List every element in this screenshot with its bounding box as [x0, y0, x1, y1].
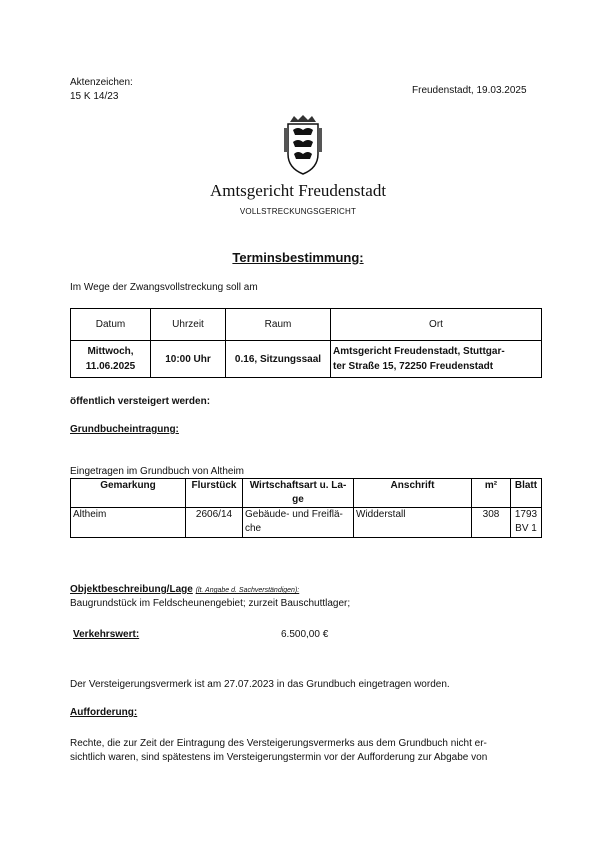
- vermerk-text: Der Versteigerungsvermerk ist am 27.07.2023 in das Grundbuch eingetragen worden.: [70, 679, 450, 690]
- header-ort: Ort: [331, 309, 542, 341]
- cell-flurstueck: 2606/14: [186, 508, 243, 538]
- cell-uhrzeit: 10:00 Uhr: [151, 341, 226, 378]
- header-anschrift: Anschrift: [354, 479, 472, 508]
- objekt-heading-line: [70, 584, 299, 595]
- termin-table: [70, 308, 542, 378]
- header-raum: Raum: [226, 309, 331, 341]
- ort-line2: ter Straße 15, 72250 Freudenstadt: [333, 361, 494, 372]
- objekt-note: (lt. Angabe d. Sachverständigen):: [195, 587, 300, 594]
- intro-text: Im Wege der Zwangsvollstreckung soll am: [70, 282, 258, 293]
- court-name: Amtsgericht Freudenstadt: [209, 181, 387, 200]
- blatt-line1: 1793: [514, 509, 538, 520]
- wirtschaftsart-header-line2: ge: [292, 494, 304, 505]
- header-qm: m²: [472, 479, 511, 508]
- cell-qm: 308: [472, 508, 511, 538]
- header-wirtschaftsart: [243, 479, 354, 508]
- cell-anschrift: Widderstall: [354, 508, 472, 538]
- aktenzeichen-label: Aktenzeichen:: [70, 77, 133, 88]
- aktenzeichen-value: 15 K 14/23: [70, 91, 119, 102]
- ort-line1: Amtsgericht Freudenstadt, Stuttgar-: [333, 346, 505, 357]
- cell-raum: 0.16, Sitzungssaal: [226, 341, 331, 378]
- grundbuch-table: [70, 478, 542, 538]
- header-uhrzeit: Uhrzeit: [151, 309, 226, 341]
- table-row: [71, 508, 542, 538]
- versteigert-text: öffentlich versteigert werden:: [70, 396, 211, 407]
- header-datum: Datum: [71, 309, 151, 341]
- page-title: Terminsbestimmung:: [232, 250, 364, 265]
- header-blatt: Blatt: [511, 479, 542, 508]
- aufforderung-heading: Aufforderung:: [70, 707, 138, 718]
- cell-wirtschaftsart: [243, 508, 354, 538]
- cell-ort: [331, 341, 542, 378]
- cell-blatt: [511, 508, 542, 538]
- datum-line1: Mittwoch,: [87, 346, 134, 357]
- aufforderung-line1: Rechte, die zur Zeit der Eintragung des Versteigerungsvermerks aus dem Grundbuch nicht er-: [70, 738, 487, 749]
- grundbuch-intro: Eingetragen im Grundbuch von Altheim: [70, 466, 244, 477]
- verkehrswert-label: Verkehrswert:: [73, 629, 140, 640]
- cell-gemarkung: Altheim: [71, 508, 186, 538]
- place-date: Freudenstadt, 19.03.2025: [412, 85, 527, 96]
- wirtschaftsart-line2: che: [245, 523, 262, 534]
- verkehrswert-value: 6.500,00 €: [281, 629, 329, 640]
- coat-of-arms-icon: [282, 114, 324, 176]
- cell-datum: [71, 341, 151, 378]
- grundbuch-heading: Grundbucheintragung:: [70, 424, 179, 435]
- objekt-heading: Objektbeschreibung/Lage: [70, 584, 193, 595]
- blatt-line2: BV 1: [515, 523, 537, 534]
- header-flurstueck: Flurstück: [186, 479, 243, 508]
- wirtschaftsart-header-line1: Wirtschaftsart u. La-: [249, 480, 347, 491]
- wirtschaftsart-line1: Gebäude- und Freiflä-: [245, 509, 343, 520]
- table-row: [71, 341, 542, 378]
- table-header-row: [71, 309, 542, 341]
- table-header-row: [71, 479, 542, 508]
- aktenzeichen: [70, 76, 133, 104]
- aufforderung-text: [70, 737, 487, 765]
- header-gemarkung: Gemarkung: [71, 479, 186, 508]
- aufforderung-line2: sichtlich waren, sind spätestens im Versteigerungstermin vor der Aufforderung zur Abgabe von: [70, 752, 488, 763]
- court-department: VOLLSTRECKUNGSGERICHT: [239, 207, 357, 216]
- objekt-text: Baugrundstück im Feldscheunengebiet; zurzeit Bauschuttlager;: [70, 598, 351, 609]
- datum-line2: 11.06.2025: [85, 361, 136, 372]
